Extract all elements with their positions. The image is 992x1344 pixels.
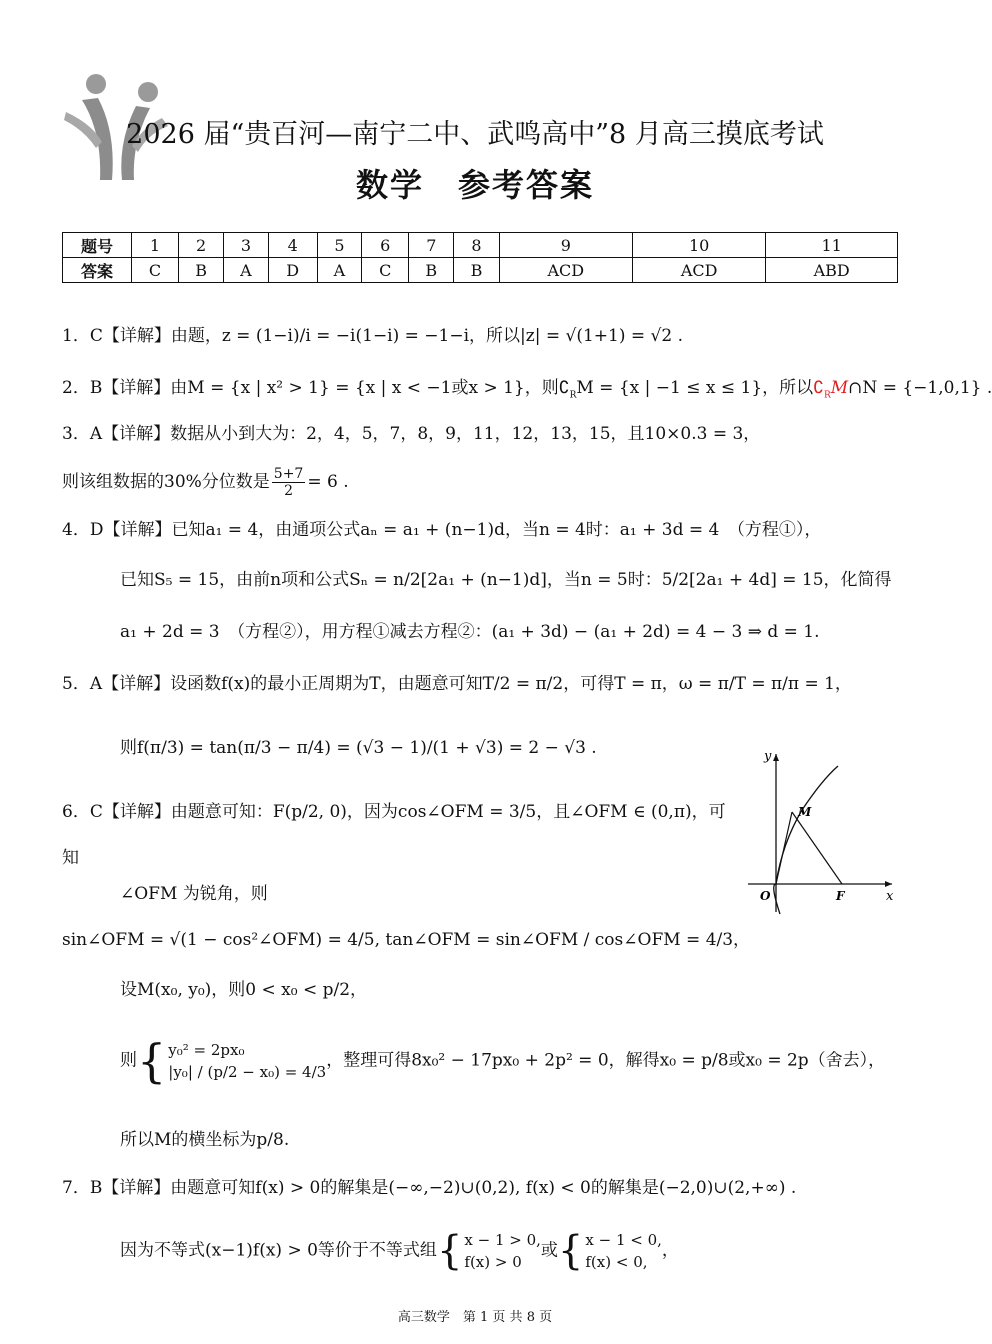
q6-system-eq1: y₀² = 2px₀ [168, 1041, 245, 1059]
point-f-label: F [836, 889, 845, 903]
q3-denominator: 2 [284, 483, 294, 499]
x-axis-arrow [885, 881, 892, 887]
solution-q4-line1: 4．D【详解】已知a₁ = 4，由通项公式aₙ = a₁ + (n−1)d，当n = 4时：a₁ + 3d = 4 （方程①）， [62, 520, 822, 540]
exam-title: 2026 届“贵百河—南宁二中、武鸣高中”8 月高三摸底考试 [126, 119, 824, 150]
answer-cell: ACD [499, 258, 632, 283]
q6-then: 则 [120, 1050, 137, 1071]
solution-q6-line3: sin∠OFM = √(1 − cos²∠OFM) = 4/5, tan∠OFM = sin∠OFM / cos∠OFM = 4/3， [62, 930, 751, 950]
x-axis-label: x [886, 889, 894, 904]
answer-cell: A [224, 258, 269, 283]
question-number: 4 [268, 233, 317, 258]
q3-fraction [272, 466, 306, 499]
answer-cell: A [317, 258, 362, 283]
y-axis-label: y [764, 749, 772, 764]
q2-part-b: M = {x | −1 ≤ x ≤ 1}，所以 [576, 378, 814, 398]
row-label-answer: 答案 [63, 258, 132, 283]
answer-cell: D [268, 258, 317, 283]
answer-cell: B [454, 258, 499, 283]
solution-q7-line1: 7．B【详解】由题意可知f(x) > 0的解集是(−∞,−2)∪(0,2), f(x) < 0的解集是(−2,0)∪(2,+∞) . [62, 1178, 797, 1198]
point-m-label: M [798, 805, 812, 819]
question-number: 10 [632, 233, 765, 258]
solution-q4-line3: a₁ + 2d = 3 （方程②），用方程①减去方程②：(a₁ + 3d) − (a₁ + 2d) = 4 − 3 ⇒ d = 1. [120, 622, 820, 642]
solution-q6-line1: 6．C【详解】由题意可知：F(p/2, 0)，因为cos∠OFM = 3/5，且∠OFM ∈ (0,π)，可 [62, 802, 726, 822]
solution-q3-line2 [62, 466, 349, 499]
answer-cell: B [178, 258, 223, 283]
solution-q4-line2: 已知S₅ = 15，由前n项和公式Sₙ = n/2[2a₁ + (n−1)d]，当n = 5时：5/2[2a₁ + 4d] = 15，化简得 [120, 570, 892, 590]
question-number: 1 [132, 233, 179, 258]
q7-brace-1: { [436, 1228, 463, 1274]
question-number: 2 [178, 233, 223, 258]
q3-text: 则该组数据的30%分位数是 [62, 472, 270, 492]
question-number: 9 [499, 233, 632, 258]
q2-part-e: ∩N = {−1,0,1} . [848, 378, 992, 398]
q3-result: = 6 . [307, 472, 349, 492]
solution-q5-line2: 则f(π/3) = tan(π/3 − π/4) = (√3 − 1)/(1 + √3) = 2 − √3 . [120, 738, 597, 758]
q7-system-1 [464, 1229, 541, 1273]
solution-q6-line2: ∠OFM 为锐角，则 [120, 884, 268, 904]
segment-om [776, 812, 792, 884]
q7-system-2 [585, 1229, 662, 1273]
q2-complement-highlight: ∁ [813, 378, 824, 398]
solution-q6-line1b: 知 [62, 848, 79, 868]
q6-equation-system [168, 1039, 326, 1083]
parabola-diagram [742, 744, 902, 916]
answer-row [63, 258, 898, 283]
question-number: 3 [224, 233, 269, 258]
solution-q7-line2 [120, 1228, 679, 1274]
solution-q6-line6: 所以M的横坐标为p/8. [120, 1130, 290, 1150]
q7-system1-eq1: x − 1 > 0, [464, 1231, 541, 1249]
solution-q2: 2．B【详解】由M = {x | x² > 1} = {x | x < −1或x > 1}，则$∁_RM = \{x$ | −1 ≤ x ≤ 1}，所以$∁_RM\cap N = \{-1,0,1\}$ . [62, 378, 992, 401]
answer-cell: B [409, 258, 454, 283]
answer-key-title: 数学 参考答案 [355, 166, 594, 204]
q7-text: 因为不等式(x−1)f(x) > 0等价于不等式组 [120, 1240, 437, 1261]
q3-numerator: 5+7 [273, 466, 304, 482]
parabola-curve [774, 766, 838, 914]
q6-solve-text: ，整理可得8x₀² − 17px₀ + 2p² = 0，解得x₀ = p/8或x₀ = 2p（舍去）， [326, 1050, 886, 1071]
q7-end: ， [661, 1240, 679, 1261]
answer-cell: ACD [632, 258, 765, 283]
q6-system-eq2: |y₀| / (p/2 − x₀) = 4/3 [168, 1063, 327, 1081]
question-number: 11 [766, 233, 898, 258]
q6-system-brace: { [137, 1034, 167, 1088]
question-number: 7 [409, 233, 454, 258]
answer-table [62, 232, 898, 283]
q7-system2-eq2: f(x) < 0, [585, 1253, 648, 1271]
question-number: 6 [362, 233, 409, 258]
q7-system1-eq2: f(x) > 0 [464, 1253, 522, 1271]
question-number: 5 [317, 233, 362, 258]
q7-system2-eq1: x − 1 < 0, [585, 1231, 662, 1249]
q2-set-m-highlight: M [830, 378, 849, 398]
q7-or: 或 [540, 1240, 558, 1261]
q2-part-a: 2．B【详解】由M = {x | x² > 1} = {x | x < −1或x > 1}，则∁ [62, 378, 570, 398]
question-number-row [63, 233, 898, 258]
origin-label: O [760, 889, 771, 903]
solution-q3-line1: 3．A【详解】数据从小到大为：2，4，5，7，8，9，11，12，13，15，且10×0.3 = 3， [62, 424, 761, 444]
y-axis-arrow [773, 754, 779, 761]
question-number: 8 [454, 233, 499, 258]
answer-cell: C [132, 258, 179, 283]
page-footer: 高三数学 第 1 页 共 8 页 [397, 1310, 553, 1325]
solution-q6-line5 [120, 1034, 886, 1088]
solution-q1: 1．C【详解】由题，z = (1−i)/i = −i(1−i) = −1−i，所以|z| = √(1+1) = √2 . [62, 326, 683, 346]
q7-brace-2: { [557, 1228, 584, 1274]
answer-cell: C [362, 258, 409, 283]
segment-mf [792, 812, 842, 884]
solution-q6-line4: 设M(x₀, y₀)，则0 < x₀ < p/2， [120, 980, 368, 1000]
solution-q5-line1: 5．A【详解】设函数f(x)的最小正周期为T，由题意可知T/2 = π/2，可得T = π，ω = π/T = π/π = 1， [62, 674, 852, 694]
row-label-number: 题号 [63, 233, 132, 258]
answer-cell: ABD [766, 258, 898, 283]
